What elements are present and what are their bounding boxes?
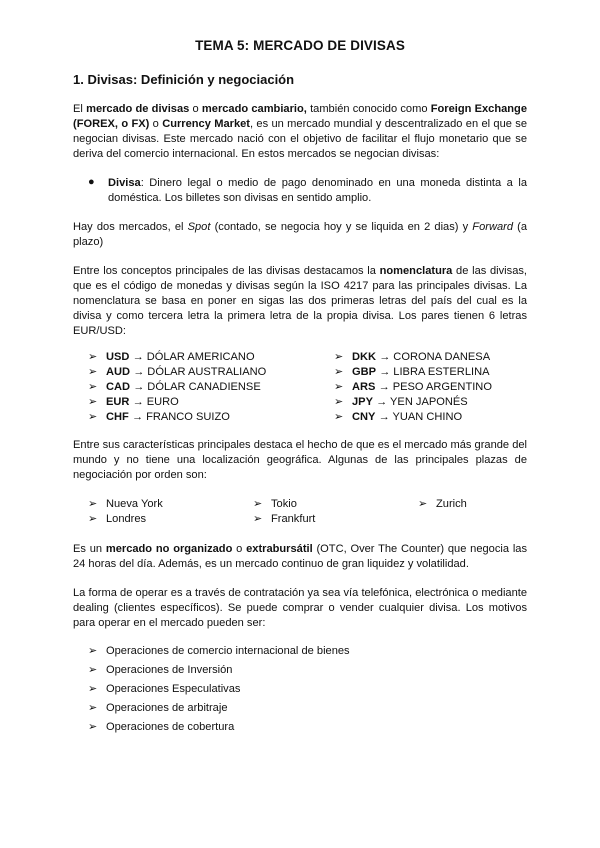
currency-item: ➢ ARS → PESO ARGENTINO bbox=[334, 381, 492, 393]
arrow-icon: ➢ bbox=[334, 381, 344, 393]
currency-item: ➢ JPY → YEN JAPONÉS bbox=[334, 396, 468, 408]
markets-paragraph: Hay dos mercados, el Spot (contado, se negocia hoy y se liquida en 2 dias) y Forward (a plazo) bbox=[73, 221, 527, 248]
arrow-icon: ➢ bbox=[88, 513, 98, 525]
currency-item: ➢ CHF → FRANCO SUIZO bbox=[88, 411, 230, 423]
place-item: ➢ Frankfurt bbox=[253, 513, 316, 525]
divisa-definition: Divisa: Dinero legal o medio de pago denominado en una moneda distinta a la doméstica. Los billetes son divisas en sentido amplio. bbox=[108, 177, 527, 204]
arrow-icon: ➢ bbox=[334, 396, 344, 408]
arrow-icon: ➢ bbox=[88, 381, 98, 393]
operation-item: ➢ Operaciones de comercio internacional de bienes bbox=[88, 645, 350, 657]
arrow-icon: ➢ bbox=[88, 411, 98, 423]
operation-paragraph: La forma de operar es a través de contratación ya sea vía telefónica, electrónica o mediante dealing (clientes específicos). Se puede comprar o vender cualquier divisa. Los motivos para operar en el mercado pueden ser: bbox=[73, 587, 527, 629]
arrow-icon: ➢ bbox=[88, 721, 98, 733]
arrow-icon: ➢ bbox=[253, 513, 263, 525]
arrow-icon: ➢ bbox=[88, 366, 98, 378]
arrow-icon: ➢ bbox=[88, 396, 98, 408]
arrow-icon: ➢ bbox=[88, 351, 98, 363]
arrow-icon: ➢ bbox=[88, 683, 98, 695]
page-title: TEMA 5: MERCADO DE DIVISAS bbox=[195, 38, 405, 53]
arrow-icon: ➢ bbox=[88, 702, 98, 714]
intro-paragraph: El mercado de divisas o mercado cambiario, también conocido como Foreign Exchange (FOREX, o FX) o Currency Market, es un mercado mundial y descentralizado en el que se negocian divisas. Este mercado nació con el objetivo de facilitar el flujo monetario que se deriva del comercio internacional. En estos mercados se negocian divisas: bbox=[73, 103, 527, 160]
arrow-icon: ➢ bbox=[418, 498, 428, 510]
arrow-icon: ➢ bbox=[253, 498, 263, 510]
currency-item: ➢ GBP → LIBRA ESTERLINA bbox=[334, 366, 490, 378]
operation-item: ➢ Operaciones Especulativas bbox=[88, 683, 241, 695]
currency-item: ➢ CAD → DÓLAR CANADIENSE bbox=[88, 381, 261, 393]
currency-item: ➢ CNY → YUAN CHINO bbox=[334, 411, 463, 423]
arrow-icon: ➢ bbox=[88, 498, 98, 510]
operation-item: ➢ Operaciones de Inversión bbox=[88, 664, 233, 676]
arrow-icon: ➢ bbox=[88, 645, 98, 657]
operation-item: ➢ Operaciones de arbitraje bbox=[88, 702, 228, 714]
currency-item: ➢ AUD → DÓLAR AUSTRALIANO bbox=[88, 366, 267, 378]
arrow-icon: ➢ bbox=[334, 366, 344, 378]
place-item: ➢ Zurich bbox=[418, 498, 467, 510]
currency-item: ➢ EUR → EURO bbox=[88, 396, 179, 408]
place-item: ➢ Tokio bbox=[253, 498, 297, 510]
operation-item: ➢ Operaciones de cobertura bbox=[88, 721, 235, 733]
currency-item: ➢ USD → DÓLAR AMERICANO bbox=[88, 351, 255, 363]
currency-item: ➢ DKK → CORONA DANESA bbox=[334, 351, 491, 363]
section-heading: 1. Divisas: Definición y negociación bbox=[73, 72, 295, 87]
arrow-icon: ➢ bbox=[334, 411, 344, 423]
arrow-icon: ➢ bbox=[88, 664, 98, 676]
place-item: ➢ Nueva York bbox=[88, 498, 163, 510]
characteristics-paragraph: Entre sus características principales destaca el hecho de que es el mercado más grande del mundo y no tiene una localización geográfica. Algunas de las principales plazas de negociación por orden son: bbox=[73, 439, 527, 481]
bullet-dot: ● bbox=[88, 176, 95, 188]
otc-paragraph: Es un mercado no organizado o extrabursátil (OTC, Over The Counter) que negocia las 24 horas del día. Además, es un mercado continuo de gran liquidez y volatilidad. bbox=[73, 543, 527, 570]
nomenclature-paragraph: Entre los conceptos principales de las divisas destacamos la nomenclatura de las divisas, que es el código de monedas y divisas según la ISO 4217 para las principales divisas. La nomenclatura se basa en poner en sigas las dos primeras letras del país del cual es la divisa y como tercera letra la primera letra de la propia divisa. Los pares tienen 6 letras EUR/USD: bbox=[73, 265, 527, 337]
arrow-icon: ➢ bbox=[334, 351, 344, 363]
place-item: ➢ Londres bbox=[88, 513, 147, 525]
